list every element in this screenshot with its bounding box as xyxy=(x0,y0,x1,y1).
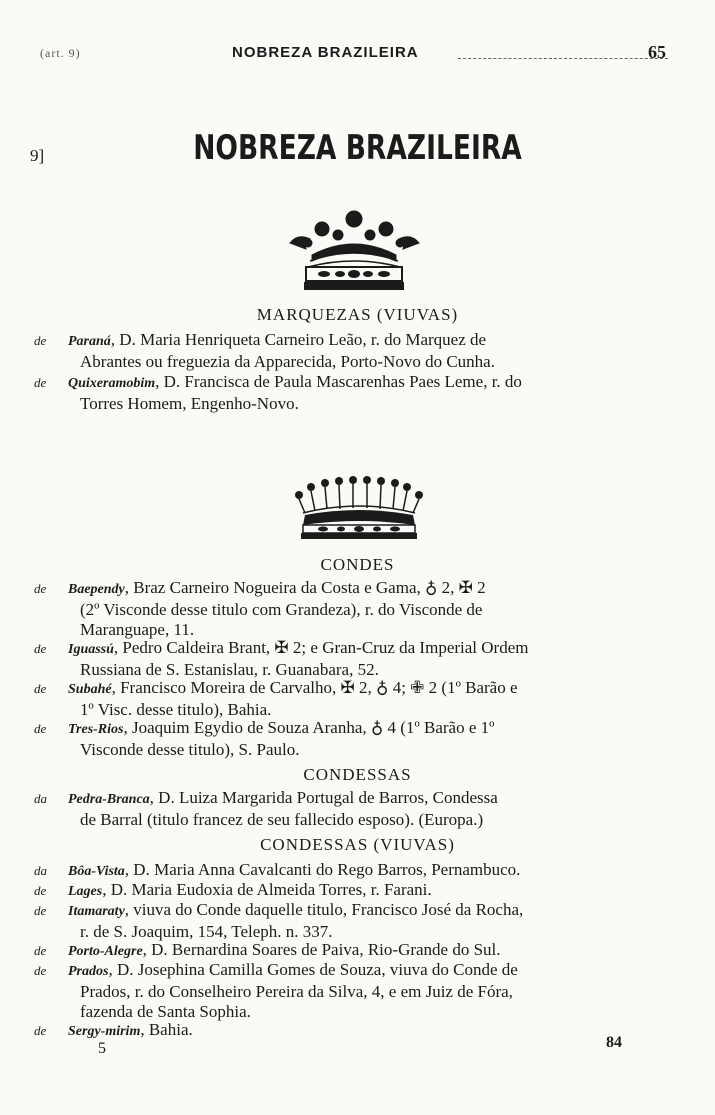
entry-name: Bôa-Vista xyxy=(68,864,125,879)
page-title: NOBREZA BRAZILEIRA xyxy=(193,128,522,168)
entry-name: Prados xyxy=(68,964,109,979)
entry-line: , D. Maria Anna Cavalcanti do Rego Barros, Pernambuco. xyxy=(124,860,521,879)
entry-prefix: de xyxy=(34,681,47,696)
entry-prefix: de xyxy=(34,375,47,390)
entry-name: Porto-Alegre xyxy=(68,944,143,959)
entry-prefix: da xyxy=(34,863,47,878)
marquis-coronet-icon xyxy=(272,205,437,297)
entry-line: r. de S. Joaquim, 154, Teleph. n. 337. xyxy=(80,922,333,941)
entry-line: , D. Maria Eudoxia de Almeida Torres, r. Farani. xyxy=(102,880,432,899)
footer-number: 84 xyxy=(606,1034,622,1051)
list-item xyxy=(34,788,674,830)
entry-prefix: de xyxy=(34,883,47,898)
list-item xyxy=(34,678,674,720)
entry-line: Russiana de S. Estanislau, r. Guanabara, 52. xyxy=(80,660,379,679)
entry-name: Quixeramobim xyxy=(68,376,156,391)
entry-name: Pedra-Branca xyxy=(68,792,150,807)
entry-line: , D. Maria Henriqueta Carneiro Leão, r. do Marquez de xyxy=(110,330,487,349)
entry-name: Itamaraty xyxy=(68,904,125,919)
section-heading-condessas-viuvas: CONDESSAS (VIUVAS) xyxy=(260,835,455,854)
entry-line: , Francisco Moreira de Carvalho, ✠ 2, ♁ 4; ✙ 2 (1º Barão e xyxy=(111,678,518,697)
page-number: 65 xyxy=(648,42,666,62)
running-head-rule xyxy=(458,58,668,59)
running-head-left: (art. 9) xyxy=(40,46,81,60)
entry-line: Torres Homem, Engenho-Novo. xyxy=(80,394,299,413)
list-item xyxy=(34,718,674,760)
entry-prefix: de xyxy=(34,943,47,958)
entry-name: Tres-Rios xyxy=(68,722,124,737)
entry-line: , Pedro Caldeira Brant, ✠ 2; e Gran-Cruz da Imperial Ordem xyxy=(113,638,529,657)
section-heading-condessas: CONDESSAS xyxy=(303,765,412,784)
entry-prefix: de xyxy=(34,641,47,656)
list-item xyxy=(34,900,674,942)
entry-line: , Joaquim Egydio de Souza Aranha, ♁ 4 (1º Barão e 1º xyxy=(123,718,495,737)
list-item xyxy=(34,330,674,372)
entry-name: Lages xyxy=(68,884,103,899)
entry-name: Sergy-mirim xyxy=(68,1024,141,1039)
entry-line: , D. Bernardina Soares de Paiva, Rio-Grande do Sul. xyxy=(142,940,501,959)
entry-line: , D. Francisca de Paula Mascarenhas Paes Leme, r. do xyxy=(155,372,522,391)
entry-line: , viuva do Conde daquelle titulo, Francisco José da Rocha, xyxy=(124,900,524,919)
entry-name: Paraná xyxy=(68,334,111,349)
list-item xyxy=(34,638,674,680)
entry-line: Maranguape, 11. xyxy=(80,620,195,639)
running-head xyxy=(0,36,715,66)
entry-name: Iguassú xyxy=(68,642,114,657)
section-heading-marquezas: MARQUEZAS (VIUVAS) xyxy=(256,305,459,324)
entry-prefix: de xyxy=(34,721,47,736)
list-item xyxy=(34,372,674,414)
entry-prefix: de xyxy=(34,903,47,918)
entry-line: , Braz Carneiro Nogueira da Costa e Gama, ♁ 2, ✠ 2 xyxy=(124,578,486,597)
entry-line: , Bahia. xyxy=(140,1020,193,1039)
entry-line: Abrantes ou freguezia da Apparecida, Porto-Novo do Cunha. xyxy=(80,352,495,371)
footer-signature-mark: 5 xyxy=(98,1040,106,1057)
entry-name: Baependy xyxy=(68,582,125,597)
running-head-title: NOBREZA BRAZILEIRA xyxy=(232,44,419,61)
entry-line: Prados, r. do Conselheiro Pereira da Silva, 4, e em Juiz de Fóra, xyxy=(80,982,513,1001)
entry-line: , D. Luiza Margarida Portugal de Barros, Condessa xyxy=(149,788,498,807)
side-mark: 9] xyxy=(30,146,45,165)
list-item xyxy=(34,1020,674,1042)
entry-name: Subahé xyxy=(68,682,112,697)
count-coronet-icon xyxy=(283,475,433,541)
entry-line: (2º Visconde desse titulo com Grandeza), r. do Visconde de xyxy=(80,600,483,619)
entry-line: , D. Josephina Camilla Gomes de Souza, viuva do Conde de xyxy=(108,960,518,979)
list-item xyxy=(34,860,674,882)
entry-line: Visconde desse titulo), S. Paulo. xyxy=(80,740,300,759)
entry-prefix: de xyxy=(34,581,47,596)
list-item xyxy=(34,578,674,640)
list-item xyxy=(34,960,674,1022)
entry-prefix: de xyxy=(34,333,47,348)
entry-prefix: de xyxy=(34,1023,47,1038)
section-heading-condes: CONDES xyxy=(320,555,395,574)
list-item xyxy=(34,940,674,962)
entry-prefix: da xyxy=(34,791,47,806)
entry-prefix: de xyxy=(34,963,47,978)
entry-line: de Barral (titulo francez de seu fallecido esposo). (Europa.) xyxy=(80,810,484,829)
entry-line: 1º Visc. desse titulo), Bahia. xyxy=(80,700,272,719)
list-item xyxy=(34,880,674,902)
entry-line: fazenda de Santa Sophia. xyxy=(80,1002,251,1021)
